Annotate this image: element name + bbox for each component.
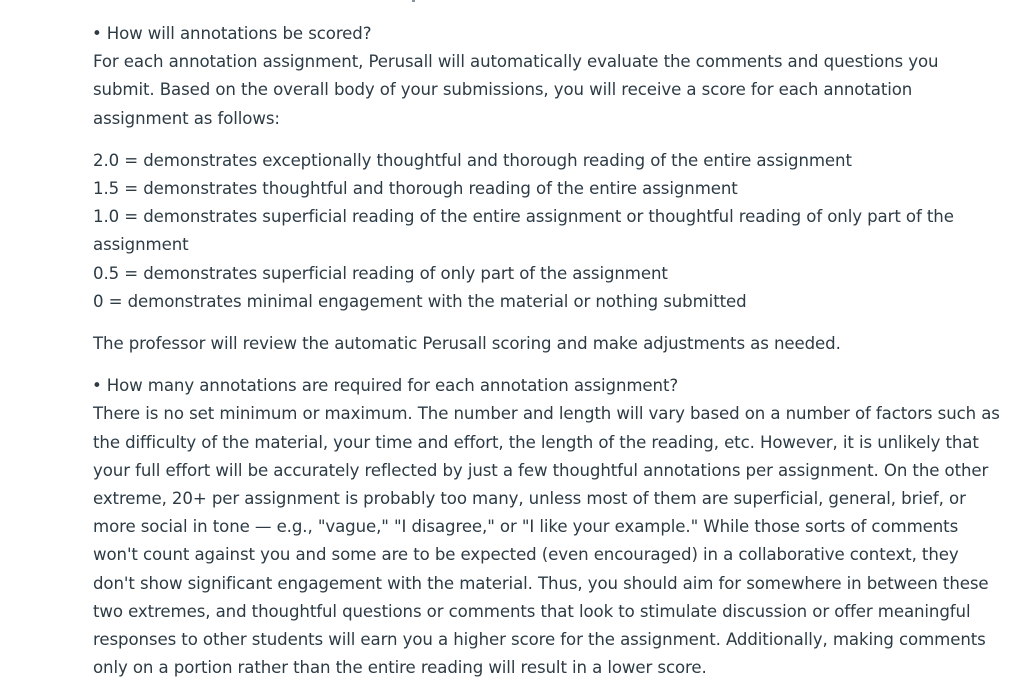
scoring-intro: For each annotation assignment, Perusall will automatically evaluate the comments and questions you submit. Based on the overall body of your submissions, you will receive a score for each annotation assignment as follows: [93, 52, 939, 128]
annotation-count-question-text: How many annotations are required for each annotation assignment? [106, 376, 679, 396]
scoring-question [93, 20, 1003, 48]
bullet-icon: • [92, 24, 102, 43]
score-scale-list [93, 147, 1003, 316]
score-scale-item: 1.5 = demonstrates thoughtful and thorough reading of the entire assignment [93, 179, 738, 199]
annotation-count-answer: There is no set minimum or maximum. The number and length will vary based on a number of factors such as the difficulty of the material, your time and effort, the length of the reading, etc. However, it is unlikely that your full effort will be accurately reflected by just a few thoughtful annotations per assignment. On the other extreme, 20+ per assignment is probably too many, unless most of them are superficial, general, brief, or more social in tone — e.g., "vague," "I disagree," or "I like your example." While those sorts of comments won't count against you and some are to be expected (even encouraged) in a collaborative context, they don't show significant engagement with the material. Thus, you should aim for somewhere in between these two extremes, and thoughtful questions or comments that look to stimulate discussion or offer meaningful responses to other students will earn you a higher score for the assignment. Additionally, making comments only on a portion rather than the entire reading will result in a lower score. [93, 404, 1000, 678]
bullet-icon: • [92, 376, 102, 396]
clipped-text-fragment [412, 0, 415, 2]
score-scale-item: 2.0 = demonstrates exceptionally thoughtful and thorough reading of the entire assignment [93, 150, 852, 170]
score-scale-item: 0 = demonstrates minimal engagement with the material or nothing submitted [93, 291, 747, 311]
review-note: The professor will review the automatic Perusall scoring and make adjustments as needed. [93, 334, 841, 354]
annotation-count-question [93, 372, 1003, 400]
score-scale-item: 1.0 = demonstrates superficial reading of the entire assignment or thoughtful reading of only part of the assignment [93, 207, 954, 255]
score-scale-item: 0.5 = demonstrates superficial reading of only part of the assignment [93, 263, 668, 283]
scoring-question-text: How will annotations be scored? [106, 24, 372, 43]
page-content [93, 20, 1003, 682]
